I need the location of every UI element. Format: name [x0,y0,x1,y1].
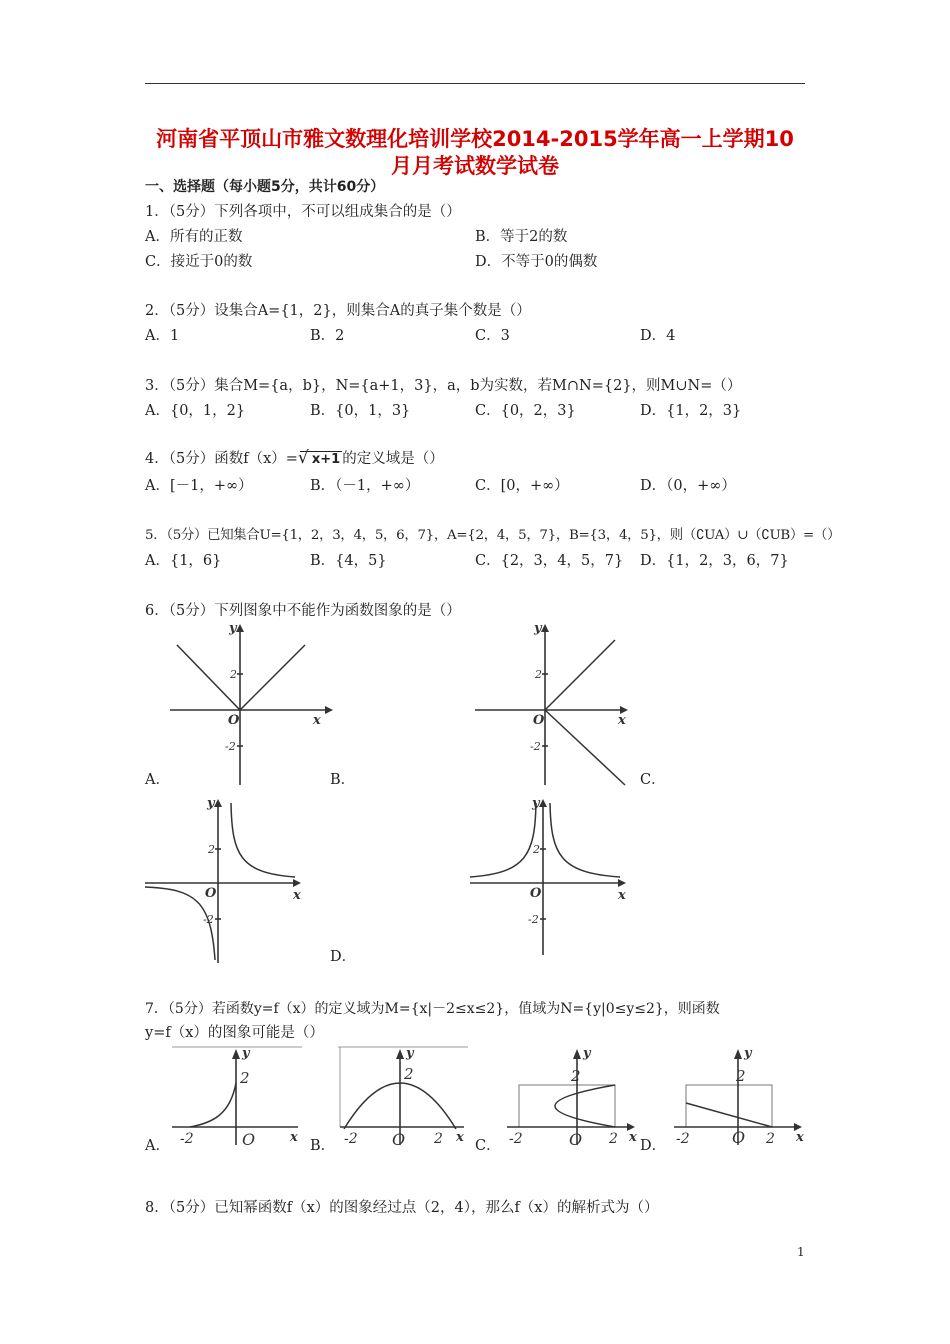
q8-stem: 8．（5分）已知幂函数f（x）的图象经过点（2，4），那么f（x）的解析式为（） [145,1200,659,1216]
tick-label-neg2: -2 [344,1131,358,1147]
q5-option-b: B．{4，5} [310,553,387,569]
q7-graph-a [172,1045,308,1155]
lower-ray [545,710,625,785]
tick-label-2: 2 [736,1067,746,1085]
tick-label-2: 2 [766,1131,775,1147]
tick-label-2: 2 [404,1065,414,1083]
q5-option-c: C．{2，3，4，5，7} [475,553,624,569]
upper-ray [545,640,615,710]
y-arrow-icon [232,1049,240,1059]
q1-stem: 1．（5分）下列各项中，不可以组成集合的是（） [145,204,461,220]
x-label: x [313,713,321,728]
sqrt-expression: √ x+1 [300,451,342,468]
tick-label-neg2: -2 [528,913,539,926]
page-number: 1 [797,1245,805,1259]
tick-label-neg2: -2 [676,1131,690,1147]
y-label: y [242,1046,250,1061]
range-box [519,1085,615,1127]
x-label: x [618,888,626,903]
curve-left-branch [470,803,536,877]
q2-option-c: C．3 [475,328,510,344]
q7-stem-line2: y=f（x）的图象可能是（） [145,1025,324,1041]
tick-label-neg2: -2 [203,913,214,926]
q6-stem: 6．（5分）下列图象中不能作为函数图象的是（） [145,603,461,619]
y-label: y [744,1046,752,1061]
origin-label: O [392,1130,406,1149]
q6-graph-d2 [470,795,635,965]
q4-option-c: C．[0，+∞） [475,478,569,494]
x-label: x [796,1130,804,1145]
y-arrow-icon [539,799,547,807]
q1-option-b: B．等于2的数 [475,229,568,245]
q2-option-d: D．4 [640,328,676,344]
x-arrow-icon [325,706,333,714]
y-arrow-icon [236,624,244,632]
x-label: x [629,1130,637,1145]
x-label: x [618,713,626,728]
y-arrow-icon [573,1049,581,1059]
q7-stem-line1: 7．（5分）若函数y=f（x）的定义域为M={x|－2≤x≤2}，值域为N={y|0≤y≤2}，则函数 [145,1001,720,1017]
y-arrow-icon [396,1049,404,1059]
y-label: y [207,796,215,811]
origin-label: O [205,886,217,901]
q4-option-a: A．[－1，+∞） [145,478,253,494]
tick-label-neg2: -2 [225,740,236,753]
curve-right-branch [550,803,620,877]
q3-option-b: B．{0，1，3} [310,403,411,419]
q6-option-d: D． [330,949,357,965]
q3-option-d: D．{1，2，3} [640,403,742,419]
y-arrow-icon [541,624,549,632]
q1-option-c: C．接近于0的数 [145,254,253,270]
tick-label-2: 2 [208,843,215,856]
q4-stem [145,450,444,468]
y-arrow-icon [734,1049,742,1059]
q6-option-c: C． [640,772,666,788]
x-label: x [290,1130,298,1145]
y-label: y [229,621,237,636]
origin-label: O [242,1130,256,1149]
q2-option-b: B．2 [310,328,345,344]
q5-option-d: D．{1，2，3，6，7} [640,553,789,569]
origin-label: O [732,1128,746,1147]
x-arrow-icon [618,879,626,887]
q7-graph-b [338,1045,474,1155]
q2-option-a: A．1 [145,328,180,344]
tick-label-neg2: -2 [530,740,541,753]
x-label: x [293,888,301,903]
q7-graph-d [672,1045,808,1155]
tick-label-2: 2 [434,1131,443,1147]
q7-option-c: C． [475,1138,501,1154]
y-arrow-icon [214,799,222,807]
origin-label: O [533,713,545,728]
hyperbola-right-branch [231,803,295,877]
q4-stem-post: 的定义域是（） [342,451,444,467]
q3-option-c: C．{0，2，3} [475,403,576,419]
q4-option-b: B．（－1，+∞） [310,478,420,494]
tick-label-neg2: -2 [180,1131,194,1147]
q7-option-d: D． [640,1138,667,1154]
tick-label-2: 2 [571,1067,581,1085]
q6-option-b: B． [330,772,356,788]
q6-graph-d1 [145,795,310,965]
section-heading: 一、选择题（每小题5分，共计60分） [145,179,385,195]
sideways-parabola [555,1085,615,1127]
q5-stem: 5．（5分）已知集合U={1，2，3，4，5，6，7}，A={2，4，5，7}，B={3，4，5}，则（∁UA）∪（∁UB）=（） [145,528,841,543]
paper-title: 河南省平顶山市雅文数理化培训学校2014-2015学年高一上学期10 [156,127,794,151]
y-label: y [583,1046,591,1061]
q4-option-d: D．（0，+∞） [640,478,736,494]
header-rule [145,83,805,84]
q6-graph-c [470,620,640,790]
origin-label: O [228,713,240,728]
q7-graph-c [505,1045,641,1155]
x-label: x [456,1130,464,1145]
q6-graph-a [165,620,335,790]
q2-stem: 2．（5分）设集合A={1，2}，则集合A的真子集个数是（） [145,303,531,319]
q4-stem-pre: 4．（5分）函数f（x）= [145,451,298,467]
q5-option-a: A．{1，6} [145,553,222,569]
paper-title-line2: 月月考试数学试卷 [391,154,559,178]
q6-option-a: A． [145,772,170,788]
v-curve [177,645,305,710]
y-label: y [406,1046,414,1061]
tick-label-2: 2 [609,1131,618,1147]
tick-label-neg2: -2 [509,1131,523,1147]
q7-option-a: A． [145,1138,170,1154]
tick-label-2: 2 [230,668,237,681]
line-segment [686,1103,772,1127]
tick-label-2: 2 [240,1069,250,1087]
origin-label: O [569,1130,583,1149]
y-label: y [534,621,542,636]
q3-option-a: A．{0，1，2} [145,403,246,419]
tick-label-2: 2 [533,843,540,856]
q7-option-b: B． [310,1138,336,1154]
x-arrow-icon [293,879,301,887]
q1-option-d: D．不等于0的偶数 [475,254,598,270]
origin-label: O [530,886,542,901]
curve [190,1083,236,1127]
tick-label-2: 2 [535,668,542,681]
q3-stem: 3．（5分）集合M={a，b}，N={a+1，3}，a，b为实数，若M∩N={2}，则M∪N=（） [145,378,742,394]
q1-option-a: A．所有的正数 [145,229,243,245]
y-label: y [532,796,540,811]
